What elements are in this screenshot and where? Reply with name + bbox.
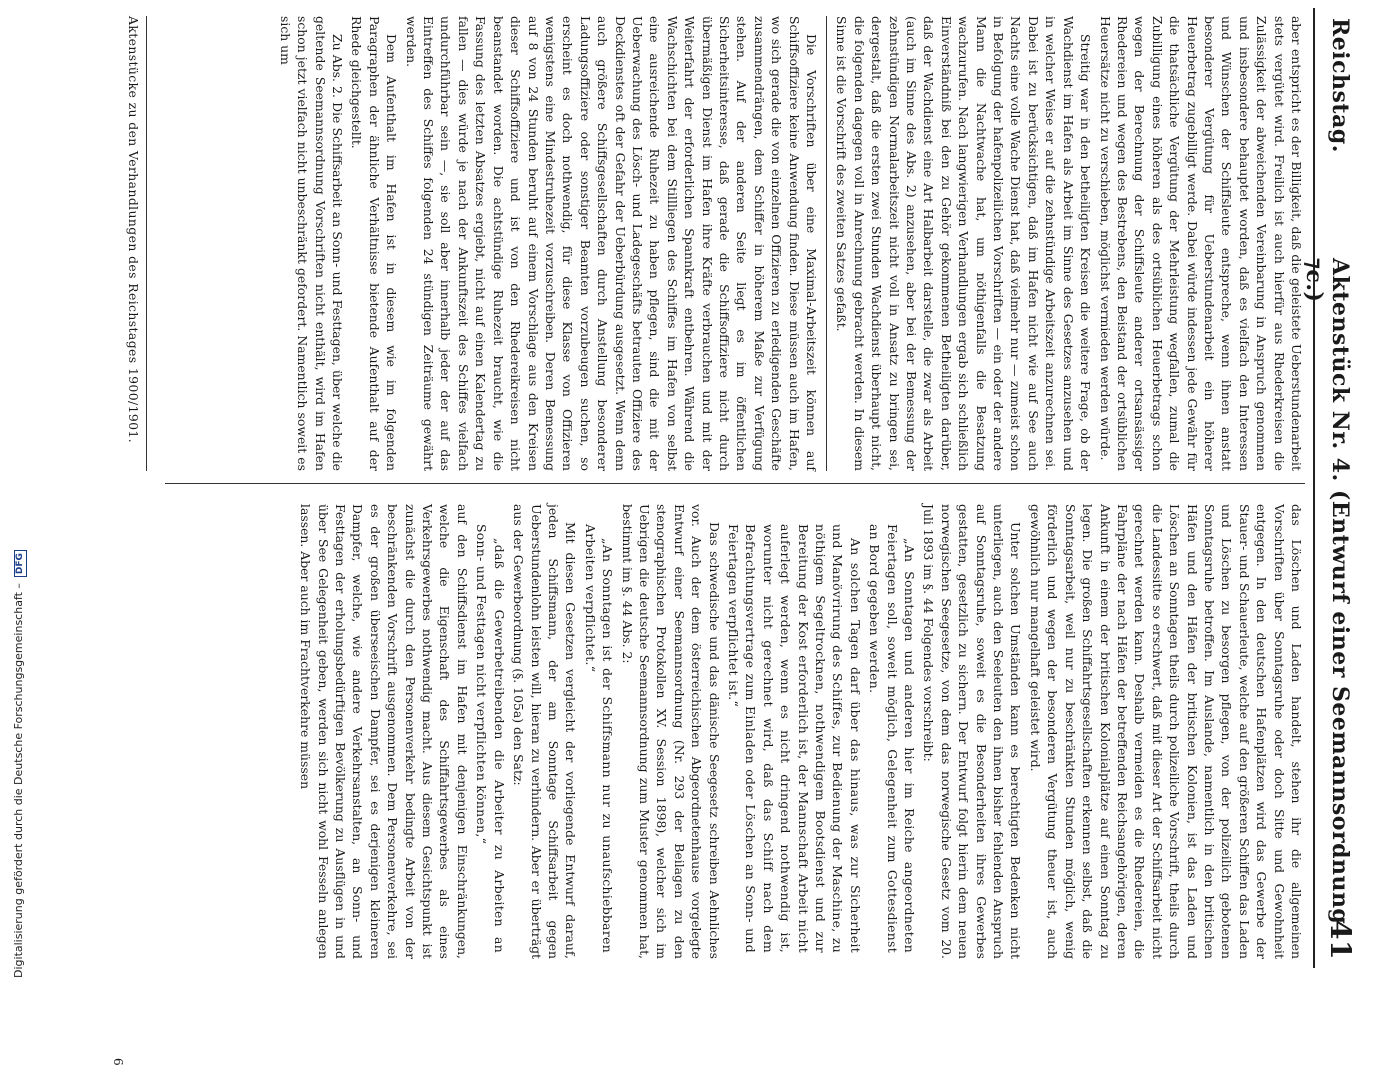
paragraph: Dem Aufenthalt im Hafen ist in diesem wie im folgenden Paragraphen der ähnliche Verhältnisse bietende Aufenthalt auf der Rhede gleichgestellt. bbox=[349, 16, 400, 471]
paragraph: auf den Schiffsdienst im Hafen mit denjenigen Einschränkungen, welche die Eigenschaft des Schiffahrtsgewerbes als eines Verkehrsgewerbes nothwendig macht. Aus diesem Gesichtspunkt ist zunächst die durch den Personenverkehr bedingte Arbeit von der beschränkenden Vorschrift ausgenommen. Dem Personenverkehre, sei es der großen überseeischen Dampfer, sei es derjenigen kleineren Dampfer, welche, wie andere Verkehrsanstalten, an Sonn- und Festtagen der erholungsbedürftigen Bevölkerung zu Ausflügen in und über See Gelegenheit geben, werden sich nicht wohl Fesseln anlegen lassen. Aber auch im Frachtverkehre müssen bbox=[298, 504, 470, 959]
credit-text: Digitalisierung gefördert durch die Deutsche Forschungsgemeinschaft – bbox=[12, 583, 25, 978]
header-title: Aktenstück Nr. 4. (Entwurf einer Seemannsordnung ⁊c.) bbox=[1301, 258, 1353, 925]
quote-paragraph: „An Sonntagen und anderen hier im Reiche angeordneten Feiertagen soll, soweit möglich, Gelegenheit zum Gottesdienst an Bord gegeben werden. bbox=[867, 524, 918, 953]
document-page bbox=[75, 8, 1365, 1066]
section-divider bbox=[826, 16, 827, 471]
page-header bbox=[1301, 8, 1365, 968]
paragraph: Mit diesen Gesetzen vergleicht der vorliegende Entwurf darauf, jeden Schiffsmann, der am Sonntage Schiffsarbeit gegen Ueberstundenlohn leisten will, hieran zu verhindern. Aber er überträgt aus der Gewerbeordnung (§. 105a) den Satz: bbox=[511, 504, 579, 959]
column-divider bbox=[165, 483, 1305, 484]
footer-rule bbox=[146, 16, 147, 471]
quote-paragraph: „An Sonntagen ist der Schiffsmann nur zu unaufschiebbaren Arbeiten verpflichtet.“ bbox=[582, 524, 616, 953]
page-footer: Aktenstücke zu den Verhandlungen des Reichstages 1900/1901. bbox=[126, 16, 141, 444]
header-reichstag: Reichstag. bbox=[1327, 18, 1353, 153]
dfg-logo: DFG bbox=[14, 550, 27, 577]
sheet-number: 6 bbox=[111, 1058, 125, 1066]
paragraph: Streitig war in den betheiligten Kreisen die weitere Frage, ob der Wachdienst im Hafen als Arbeit im Sinne des Gesetzes anzusehen und in welcher Weise er auf die zehnstündige Arbeitszeit anzurechnen sei. Dabei ist zu berücksichtigen, daß im Hafen nicht wie auf See auch Nachts eine volle Wache Dienst hat, daß vielmehr nur — zumeist schon in Befolgung der hafenpolizeilichen Vorschriften — ein oder der andere Mann die Nachtwache hat, um nöthigenfalls die Besatzung wachzurufen. Nach langwierigen Verhandlungen ergab sich schließlich Einverständniß bei den zu Gehör gekommenen Betheiligten darüber, daß der Wachdienst eine Art Halbarbeit darstelle, die zwar als Arbeit (auch im Sinne des Abs. 2) anzusehen, aber bei der Bemessung der zehnstündigen Normalarbeitszeit nicht voll in Ansatz zu bringen sei, dergestalt, daß die ersten zwei Stunden Wachdienst überhaupt nicht, die folgenden dagegen voll in Anrechnung gebracht werden. In diesem Sinne ist die Vorschrift des zweiten Satzes gefaßt. bbox=[834, 16, 1094, 471]
paragraph: Zu Abs. 2. Die Schiffsarbeit an Sonn- und Festtagen, über welche die geltende Seemannsordnung Vorschriften nicht enthält, wird im Hafen schon jetzt vielfach nicht unbeschränkt gefordert. Namentlich soweit es sich um bbox=[277, 16, 346, 471]
page-number: 41 bbox=[1324, 920, 1357, 960]
left-column bbox=[274, 16, 1305, 471]
paragraph: Unter solchen Umständen kann es berechtigten Bedenken nicht unterliegen, auch den Seeleuten den ihnen bisher fehlenden Anspruch auf Sonntagsruhe, soweit es die Besonderheiten ihres Gewerbes gestatten, gesetzlich zu sichern. Der Entwurf folgt hierin dem neuen norwegischen Seegesetze, von dem das norwegische Gesetz vom 20. Juli 1893 im §. 44 Folgendes vorschreibt: bbox=[921, 504, 1024, 959]
paragraph: Die Vorschriften über eine Maximal-Arbeitszeit können auf Schiffsoffiziere keine Anwendung finden. Diese müssen auch im Hafen, wo sich gerade die von einzelnen Offizieren zu erledigenden Geschäfte zusammendrängen, dem Schiffer in höherem Maße zur Verfügung stehen. Auf der anderen Seite liegt es im öffentlichen Sicherheitsinteresse, daß gerade die Schiffsoffiziere nicht durch übermäßigen Dienst im Hafen ihre Kräfte verbrauchen und mit der Weiterfahrt der erforderlichen Spannkraft entbehren. Während die Wachschichten bei dem Stillliegen des Schiffes im Hafen von selbst eine ausreichende Ruhezeit zu haben pflegen, sind die mit der Ueberwachung des Lösch- und Ladegeschäfts betrauten Offiziere des Deckdienstes oft der Gefahr der Ueberbürdung ausgesetzt. Wenn denn auch größere Schiffsgesellschaften durch Anstellung besonderer Ladungsoffiziere oder sonstiger Beamten vorzubeugen suchen, so erscheint es doch nothwendig, für diese Klasse von Offizieren wenigstens eine Mindestruhezeit vorzuschreiben. Deren Bemessung auf 8 von 24 Stunden beruht auf einem Vorschlage aus den Kreisen dieser Schiffsoffiziere und ist von den Rhedereikreisen nicht beanstandet worden. Die achtstündige Ruhezeit braucht, wie die Fassung des letzten Absatzes ergiebt, nicht auf einen Kalendertag zu fallen — dies würde je nach der Ankunftszeit des Schiffes vielfach undurchführbar sein —, sie soll aber innerhalb jeder der auf das Eintreffen des Schiffes folgenden 24 stündigen Zeiträume gewährt werden. bbox=[403, 16, 820, 471]
quote-paragraph: An solchen Tagen darf über das hinaus, was zur Sicherheit und Manövrirung des Schiffes, zur Bedienung der Maschine, zu nöthigem Segeltrocknen, nothwendigem Bootsdienst und zur Bereitung der Kost erforderlich ist, der Mannschaft Arbeit nicht auferlegt werden, wenn es nicht dringend nothwendig ist, worunter nicht gerechnet wird, daß das Schiff nach dem Befrachtungsvertrage zum Einladen oder Löschen an Sonn- und Feiertagen verpflichtet ist.“ bbox=[726, 524, 863, 953]
right-column bbox=[295, 504, 1305, 959]
paragraph: Das schwedische und das dänische Seegesetz schreiben Aehnliches vor. Auch der dem österreichischen Abgeordnetenhause vorgelegte Entwurf einer Seemannsordnung (Nr. 293 der Beilagen zu den stenographischen Protokollen XV. Session 1898), welcher sich im Uebrigen die deutsche Seemannsordnung zum Muster genommen hat, bestimmt im §. 44 Abs. 2: bbox=[619, 504, 722, 959]
quote-paragraph: „daß die Gewerbetreibenden die Arbeiter zu Arbeiten an Sonn- und Festtagen nicht verpflichten können,“ bbox=[474, 524, 507, 953]
paragraph: aber entspricht es der Billigkeit, daß die geleistete Ueberstundenarbeit stets vergütet wird. Freilich ist auch hierfür aus Rhederkreisen die Zulässigkeit der abweichenden Vereinbarung in Anspruch genommen und insbesondere behauptet worden, daß es vielfach den Interessen und Wünschen der Schiffsleute entspreche, wenn ihnen anstatt besonderer Vergütung für Ueberstundenarbeit ein höherer Heuerbetrag zugebilligt werde. Dabei würde indessen jede Gewähr für die thatsächliche Vergütung der Mehrleistung wegfallen, zumal die Zubilligung eines höheren als des ortsüblichen Heuerbetrags schon wegen der Berechnung der Schiffsleute anderer ortsansässiger Rhedereien und wegen des Bestrebens, den Beistand der ortsüblichen Heuersätze nicht zu verschieben, möglichst vermieden werden würde. bbox=[1097, 16, 1304, 471]
paragraph: das Löschen und Laden handelt, stehen ihr die allgemeinen Vorschriften über Sonntagsruhe oder doch Sitte und Gewohnheit entgegen. In den deutschen Hafenplätzen wird das Gewerbe der Stauer- und Schauerleute, welche auf den größeren Schiffen das Laden und Löschen zu besorgen pflegen, von der polizeilich gebotenen Sonntagsruhe betroffen. Im Auslande, namentlich in den britischen Häfen und den Häfen der britischen Kolonien, ist das Laden und Löschen an Sonntagen theils durch polizeiliche Vorschrift, theils durch die Landessitte so erschwert, daß mit dieser Art der Schiffsarbeit nicht gerechnet werden kann. Deshalb vermeiden es die Rhedereien, die Fahrpläne der nach Häfen der betreffenden Reichsangehörigen, deren Ankunft in einem der britischen Kolonialplätze auf einen Sonntag zu legen. Die großen Schiffahrtsgesellschaften erkennen selbst, daß die Sonntagsarbeit, weil nur zu beschränkten Stunden möglich, wenig förderlich und wegen der besonderen Vergütung theuer ist, auch gewöhnlich nur mangelhaft geleistet wird. bbox=[1027, 504, 1304, 959]
digitization-credit bbox=[12, 0, 28, 978]
